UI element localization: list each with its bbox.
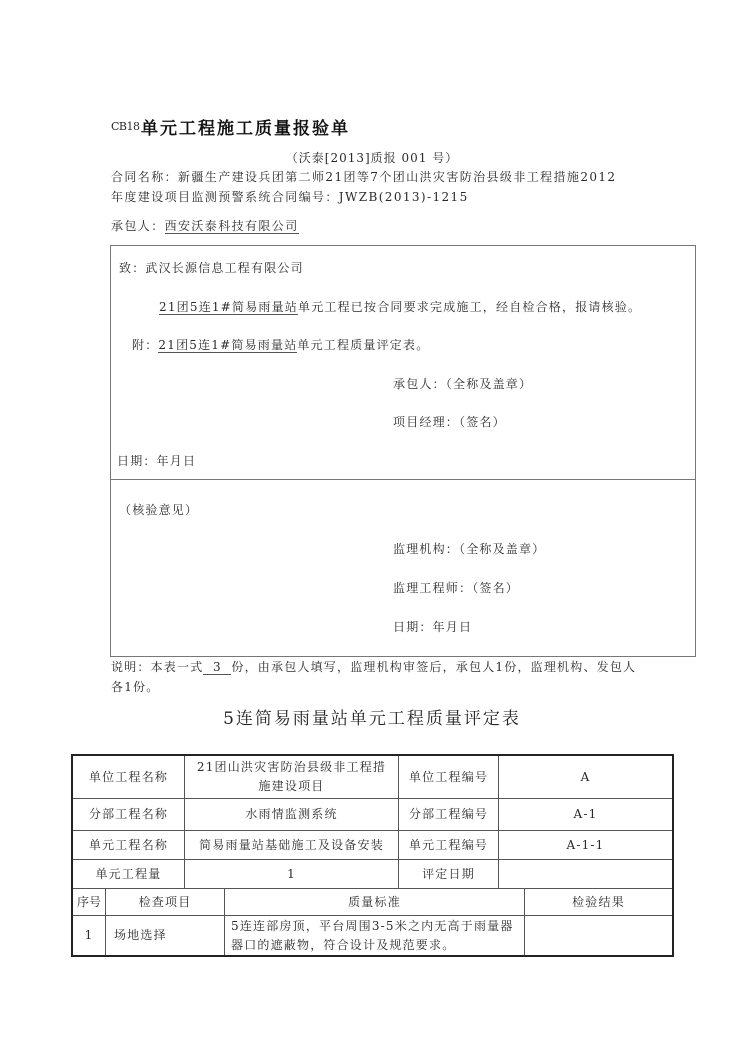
contractor-name: 西安沃泰科技有限公司 — [164, 219, 299, 233]
note-suffix: 份，由承包人填写，监理机构审签后，承包人1份，监理机构、发包人 — [231, 660, 637, 674]
statement-text: 单元工程已按合同要求完成施工，经自检合格，报请核验。 — [298, 300, 642, 314]
column-header-inspection-result: 检验结果 — [525, 889, 672, 916]
form-title: 单元工程施工质量报验单 — [141, 119, 350, 139]
contract-name-part-1: 新疆生产建设兵团第二师21团等7个团山洪灾害防治县级非工程措施2012 — [178, 170, 617, 184]
note-line-2: 各1份。 — [111, 680, 160, 694]
note-prefix: 说明：本表一式 — [111, 660, 204, 674]
project-manager-signature: 项目经理：（签名） — [393, 415, 506, 429]
table-row-inspection-result — [525, 916, 672, 955]
document-number: （沃泰[2013]质报 001 号） — [285, 151, 459, 165]
note-line-1 — [111, 658, 636, 675]
division-project-code-value: A-1 — [499, 799, 672, 831]
attachment-label: 附： — [132, 338, 159, 352]
section-divider — [111, 479, 695, 480]
attachment-project-name: 21团5连1#简易雨量站 — [158, 338, 298, 352]
division-project-name-label: 分部工程名称 — [73, 799, 185, 831]
review-opinion-label: （核验意见） — [119, 503, 199, 517]
contractor-signature: 承包人：（全称及盖章） — [393, 377, 533, 391]
evaluation-table-title: 5连简易雨量站单元工程质量评定表 — [223, 709, 521, 729]
supervisor-engineer-signature: 监理工程师：（签名） — [393, 581, 520, 595]
contractor-line — [111, 217, 299, 234]
evaluation-table — [71, 754, 674, 957]
report-statement — [159, 298, 641, 315]
evaluation-date-value — [499, 860, 672, 889]
element-project-name-label: 单元工程名称 — [73, 831, 185, 860]
element-project-code-value: A-1-1 — [499, 831, 672, 860]
addressee: 致：武汉长源信息工程有限公司 — [119, 261, 304, 275]
attachment-line — [132, 336, 429, 353]
contract-label: 合同名称： — [111, 170, 179, 184]
element-project-code-label: 单元工程编号 — [399, 831, 499, 860]
review-date: 日期：年月日 — [393, 620, 473, 634]
unit-project-name-value: 21团山洪灾害防治县级非工程措施建设项目 — [185, 756, 399, 799]
form-code: CB18 — [111, 120, 140, 133]
column-header-inspection-item: 检查项目 — [106, 889, 225, 916]
contract-name-line-1 — [111, 168, 616, 185]
column-header-number: 序号 — [73, 889, 106, 916]
evaluation-date-label: 评定日期 — [399, 860, 499, 889]
inspection-report-box — [110, 245, 696, 657]
unit-project-name-label: 单位工程名称 — [73, 756, 185, 799]
statement-project-name: 21团5连1#简易雨量站 — [159, 300, 298, 314]
division-project-name-value: 水雨情监测系统 — [185, 799, 399, 831]
element-quantity-value: 1 — [185, 860, 399, 889]
table-row-quality-standard: 5连连部房顶，平台周围3-5米之内无高于雨量器器口的遮蔽物，符合设计及规范要求。 — [225, 916, 525, 955]
column-header-quality-standard: 质量标准 — [225, 889, 525, 916]
contract-name-line-2: 年度建设项目监测预警系统合同编号：JWZB(2013)-1215 — [111, 190, 469, 204]
copies-count: 3 — [203, 660, 231, 675]
element-quantity-label: 单元工程量 — [73, 860, 185, 889]
element-project-name-value: 简易雨量站基础施工及设备安装 — [185, 831, 399, 860]
contractor-label: 承包人： — [111, 219, 165, 233]
unit-project-code-label: 单位工程编号 — [399, 756, 499, 799]
table-row-inspection-item: 场地选择 — [106, 916, 225, 955]
division-project-code-label: 分部工程编号 — [399, 799, 499, 831]
unit-project-code-value: A — [499, 756, 672, 799]
attachment-text: 单元工程质量评定表。 — [297, 338, 430, 352]
table-row-number: 1 — [73, 916, 106, 955]
supervisor-organization-signature: 监理机构：（全称及盖章） — [393, 542, 546, 556]
contractor-date: 日期：年月日 — [117, 454, 197, 468]
